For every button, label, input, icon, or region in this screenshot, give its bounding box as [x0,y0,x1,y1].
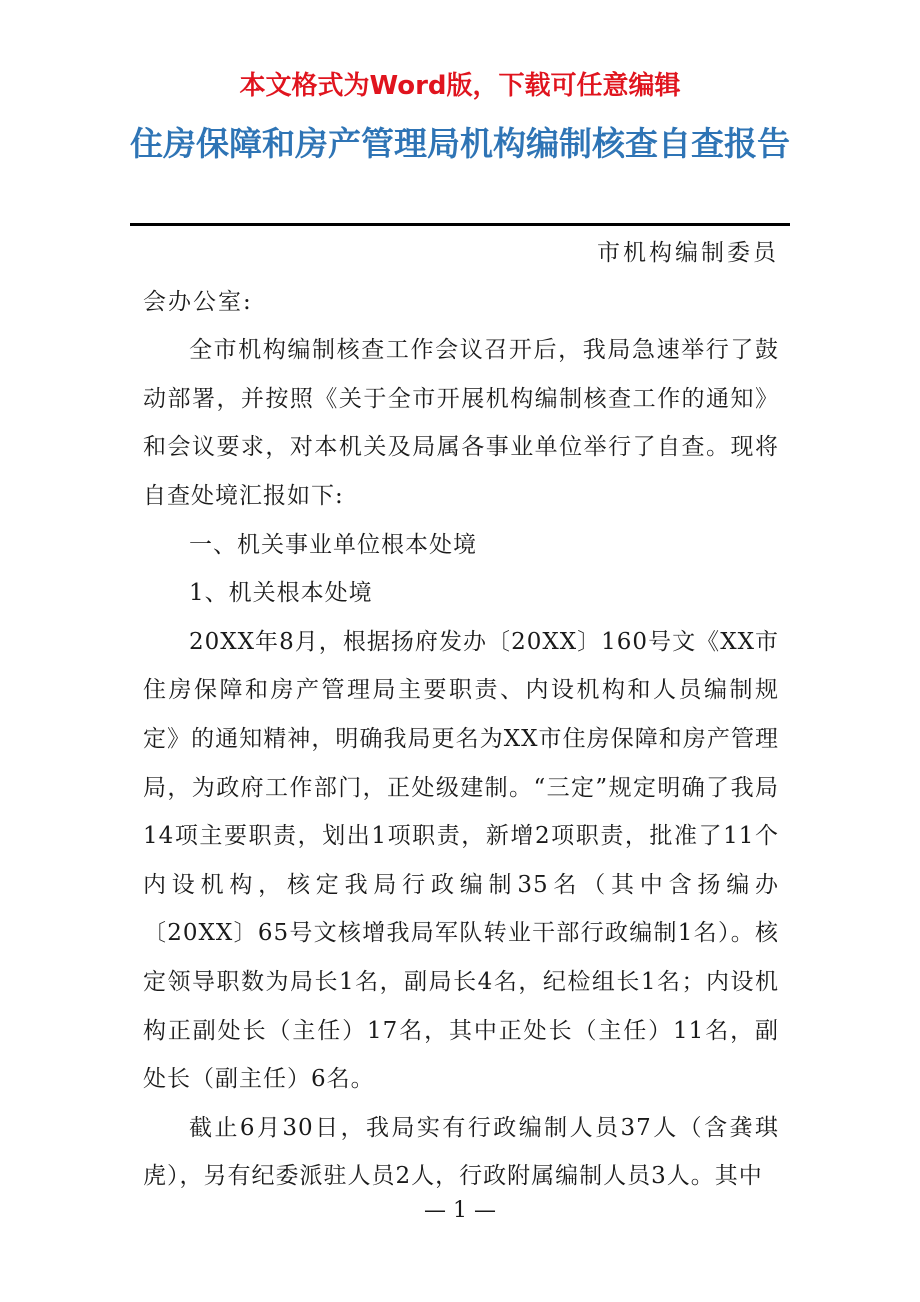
page-number: — 1 — [424,1198,496,1223]
document-body [143,229,779,1201]
paragraph-basic-situation: 20XX年8月，根据扬府发办〔20XX〕160号文《XX市住房保障和房产管理局主要职责、内设机构和人员编制规定》的通知精神，明确我局更名为XX市住房保障和房产管理局，为政府工作部门，正处级建制。“三定”规定明确了我局14项主要职责，划出1项职责，新增2项职责，批准了11个内设机构，核定我局行政编制35名（其中含扬编办〔20XX〕65号文核增我局军队转业干部行政编制1名）。核定领导职数为局长1名，副局长4名，纪检组长1名；内设机构正副处长（主任）17名，其中正处长（主任）11名，副处长（副主任）6名。 [143,628,779,1093]
format-notice: 本文格式为Word版，下载可任意编辑 [239,71,681,101]
subsection-heading-1: 1、机关根本处境 [189,580,373,607]
section-heading-1: 一、机关事业单位根本处境 [189,531,477,558]
paragraph-intro: 全市机构编制核查工作会议召开后，我局急速举行了鼓动部署，并按照《关于全市开展机构编制核查工作的通知》和会议要求，对本机关及局属各事业单位举行了自查。现将自查处境汇报如下: [143,337,779,509]
document-title: 住房保障和房产管理局机构编制核查自查报告 [130,124,790,163]
title-divider [130,223,790,226]
addressee-line-1: 市机构编制委员 [597,240,779,266]
addressee-line-2: 会办公室: [143,288,253,315]
paragraph-staffing: 截止6月30日，我局实有行政编制人员37人（含龚琪虎），另有纪委派驻人员2人，行政附属编制人员3人。其中 [143,1114,779,1190]
